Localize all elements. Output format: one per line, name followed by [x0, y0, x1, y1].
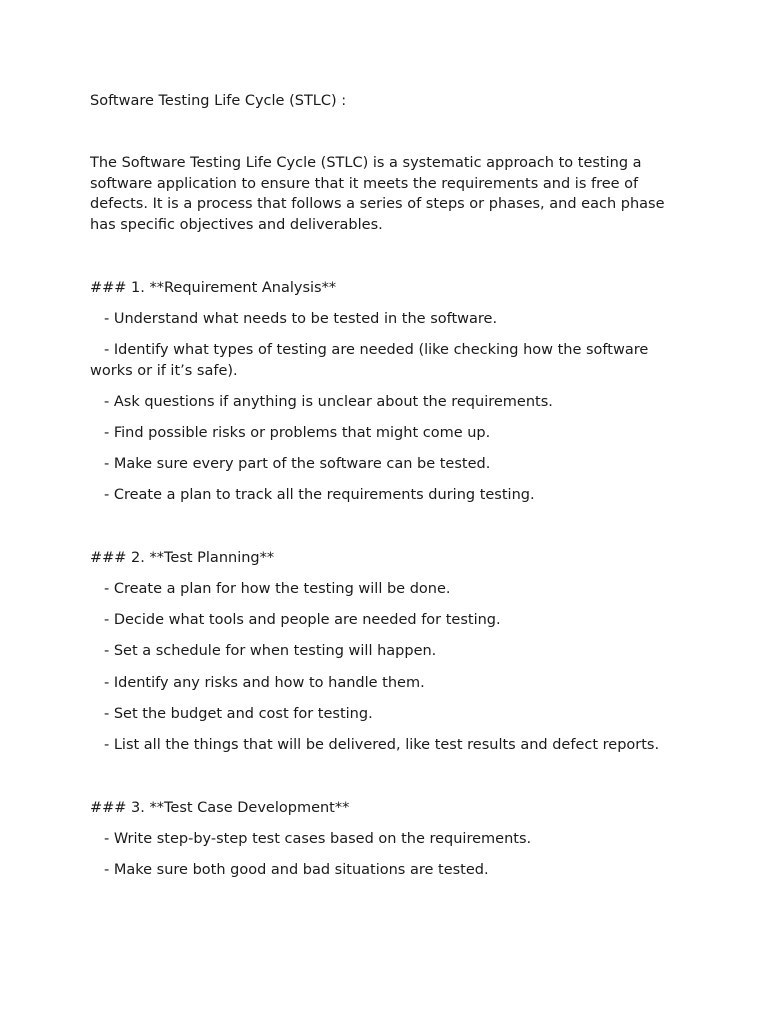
list-item: - Ask questions if anything is unclear about the requirements.: [104, 394, 553, 411]
document-page: [90, 91, 680, 880]
bullet-list: [90, 579, 680, 755]
list-item: - Find possible risks or problems that might come up.: [104, 425, 491, 442]
section-heading: ### 1. **Requirement Analysis**: [90, 279, 337, 296]
section-heading: ### 3. **Test Case Development**: [90, 799, 350, 816]
list-item: - List all the things that will be delivered, like test results and defect reports.: [104, 736, 660, 753]
list-item: - Understand what needs to be tested in the software.: [104, 311, 498, 328]
list-item: - Set the budget and cost for testing.: [104, 705, 373, 722]
intro-paragraph: The Software Testing Life Cycle (STLC) is a systematic approach to testing a software application to ensure that it meets the requirements and is free of defects. It is a process that follows a series of steps or phases, and each phase has specific objectives and deliverables.: [90, 154, 665, 234]
list-item: - Write step-by-step test cases based on the requirements.: [104, 830, 532, 847]
list-item: - Set a schedule for when testing will happen.: [104, 643, 437, 660]
bullet-list: [90, 829, 680, 881]
document-title: Software Testing Life Cycle (STLC) :: [90, 93, 347, 109]
section-test-planning: [90, 548, 680, 755]
list-item: - Create a plan for how the testing will be done.: [104, 581, 451, 598]
list-item: - Make sure every part of the software can be tested.: [104, 456, 491, 473]
section-heading: ### 2. **Test Planning**: [90, 550, 275, 567]
bullet-list: [90, 309, 680, 506]
list-item: - Identify what types of testing are needed (like checking how the software works or if it’s safe).: [90, 342, 649, 379]
list-item: - Identify any risks and how to handle them.: [104, 674, 425, 691]
section-requirement-analysis: [90, 278, 680, 506]
list-item: - Create a plan to track all the requirements during testing.: [104, 487, 535, 504]
section-test-case-development: [90, 798, 680, 881]
list-item: - Make sure both good and bad situations are tested.: [104, 861, 489, 878]
list-item: - Decide what tools and people are needed for testing.: [104, 612, 501, 629]
